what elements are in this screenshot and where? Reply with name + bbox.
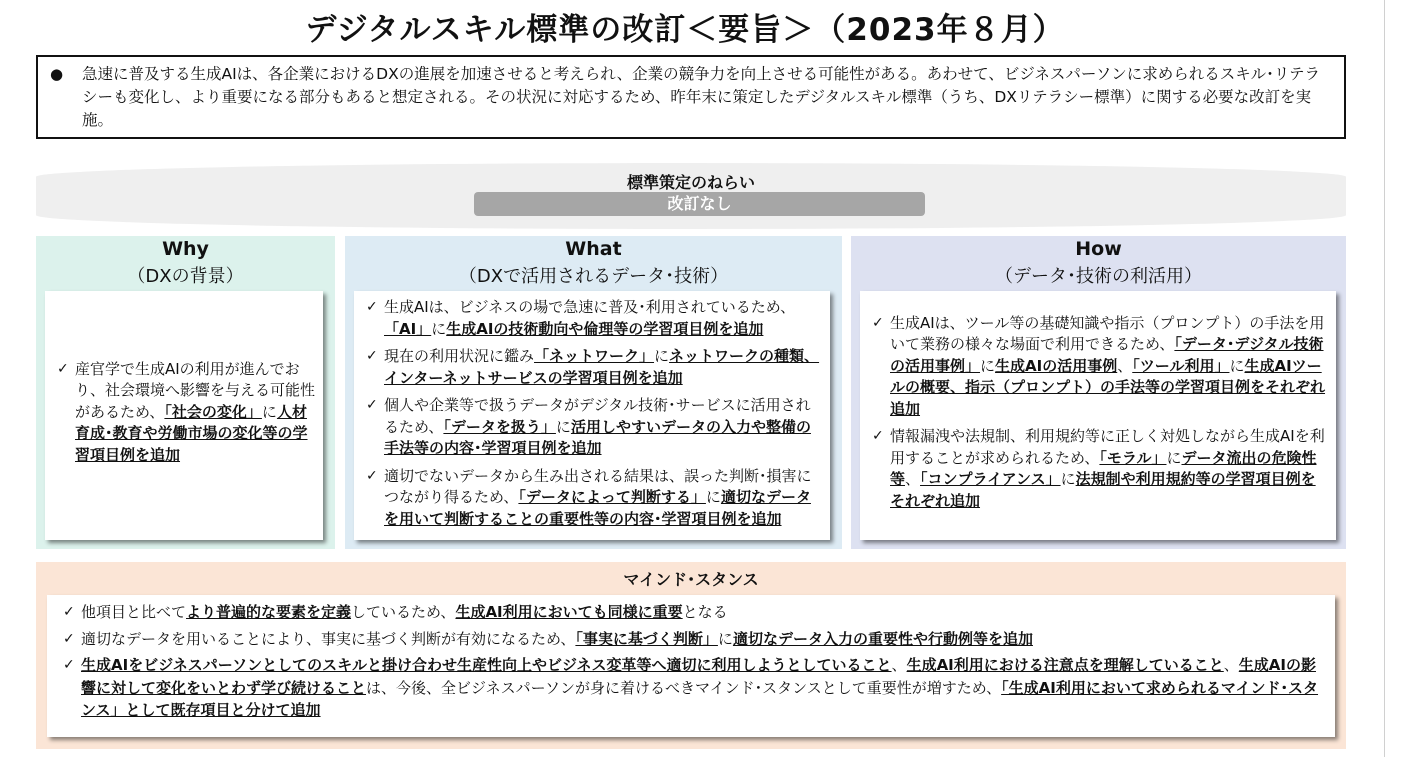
body-text: 産官学で生成AIの利用が進んでおり、社会環境へ影響を与える可能性があるため、 [75, 359, 316, 421]
checkmark-icon: ✓ [63, 630, 75, 647]
checkmark-icon: ✓ [366, 467, 378, 484]
emphasis-text: 適切なデータ入力の重要性や行動例等を追加 [732, 629, 1033, 648]
list-item [868, 426, 1328, 512]
checkmark-icon: ✓ [366, 299, 378, 315]
emphasis-text: データ流出の危険性等 [890, 448, 1317, 489]
what-subheading: （DXで活用されるデータ･技術） [458, 266, 729, 287]
checkmark-icon: ✓ [57, 360, 69, 377]
emphasis-text: 「事実に基づく判断」 [575, 629, 718, 648]
why-card [45, 291, 323, 540]
how-list [868, 313, 1328, 519]
list-item [362, 466, 822, 531]
summary-text: 急速に普及する生成AIは、各企業におけるDXの進展を加速させると考えられ、企業の競争力を向上させる可能性がある。あわせて、ビジネスパーソンに求められるスキル･リテラシーも変化し、より重要になる部分もあると想定される。その状況に対応するため、昨年末に策定したデジタルスキル標準（うち、DXリテラシー標準）に関する必要な改訂を実施。 [82, 65, 1321, 129]
emphasis-text: 人材育成･教育や労働市場の変化等の学習項目例を追加 [75, 402, 308, 464]
body-text: に [1060, 470, 1076, 489]
emphasis-text: ネットワークの種類、インターネットサービスの学習項目例を追加 [384, 347, 820, 387]
mind-stance-card [47, 595, 1335, 737]
how-card [860, 291, 1336, 540]
emphasis-text: 「社会の変化」 [164, 402, 262, 421]
body-text: 、 [1117, 356, 1133, 375]
body-text: 他項目と比べて [81, 603, 187, 621]
emphasis-text: 適切なデータを用いて判断することの重要性等の内容･学習項目例を追加 [384, 488, 811, 528]
list-item [53, 359, 317, 467]
emphasis-text: 「AI」 [384, 319, 432, 338]
emphasis-text: 「データを扱う」 [443, 417, 556, 436]
body-text: 、 [891, 656, 907, 674]
emphasis-text: 生成AIをビジネスパーソンとしてのスキルと掛け合わせ生産性向上やビジネス変革等へ適切に利用しようとしていること [81, 656, 892, 674]
emphasis-text: 「ツール利用」 [1132, 356, 1230, 375]
aim-title: 標準策定のねらい [626, 173, 755, 192]
aim-band [36, 163, 1346, 229]
what-heading: What [565, 238, 622, 260]
body-text: に [980, 356, 996, 375]
list-item [362, 297, 822, 340]
how-heading: How [1075, 238, 1122, 260]
body-text: に [717, 629, 733, 648]
checkmark-icon: ✓ [366, 397, 378, 413]
body-text: 生成AIは、ツール等の基礎知識や指示（プロンプト）の手法を用いて業務の様々な場面で利用できるため、 [890, 313, 1325, 354]
checkmark-icon: ✓ [366, 348, 378, 364]
emphasis-text: 生成AIの技術動向や倫理等の学習項目例を追加 [446, 319, 764, 338]
body-text: 、 [1223, 656, 1239, 674]
mind-stance-band [36, 562, 1346, 749]
checkmark-icon: ✓ [63, 657, 75, 673]
list-item [362, 395, 822, 460]
body-text: に [1229, 356, 1245, 375]
page-title: デジタルスキル標準の改訂＜要旨＞（2023年８月） [305, 12, 1065, 48]
body-text: は、今後、全ビジネスパーソンが身に着けるべきマインド･スタンスとして重要性が増すため、 [366, 678, 1002, 697]
emphasis-text: 生成AI利用においても同様に重要 [455, 603, 683, 621]
emphasis-text: 生成AIの活用事例 [995, 356, 1118, 375]
body-text: に [555, 417, 571, 436]
emphasis-text: 活用しやすいデータの入力や整備の手法等の内容･学習項目例を追加 [384, 417, 811, 457]
mind-stance-title: マインド･スタンス [623, 570, 759, 589]
body-text: に [431, 319, 447, 338]
body-text: しているため、 [351, 603, 456, 621]
emphasis-text: 「コンプライアンス」 [920, 470, 1061, 489]
list-item [59, 628, 1321, 651]
emphasis-text: 生成AIの影響に対して変化をいとわず学び続けること [81, 656, 1316, 697]
emphasis-text: より普遍的な要素を定義 [186, 603, 352, 621]
emphasis-text: 生成AIツールの概要、指示（プロンプト）の手法等の学習項目例をそれぞれ追加 [890, 356, 1326, 418]
checkmark-icon: ✓ [872, 314, 884, 331]
emphasis-text: 「ネットワーク」 [534, 347, 655, 365]
emphasis-text: 「モラル」 [1099, 448, 1167, 467]
emphasis-text: 生成AI利用における注意点を理解していること [906, 656, 1224, 674]
body-text: に [654, 347, 670, 365]
what-card [354, 291, 830, 540]
list-item [362, 346, 822, 389]
what-list [362, 297, 822, 530]
emphasis-text: 「データによって判断する」 [518, 488, 706, 506]
body-text: に [1166, 448, 1182, 467]
body-text: 生成AIは、ビジネスの場で急速に普及･利用されているため、 [384, 298, 796, 316]
how-column [851, 236, 1346, 549]
page-edge-divider [1384, 0, 1385, 757]
body-text: に [705, 488, 721, 506]
list-item [59, 601, 1321, 624]
list-item [59, 654, 1321, 722]
body-text: 現在の利用状況に鑑み [384, 347, 535, 365]
why-heading: Why [162, 238, 209, 260]
why-column [36, 236, 335, 549]
bullet-icon: ● [50, 65, 64, 83]
why-subheading: （DXの背景） [127, 266, 244, 287]
list-item [868, 313, 1328, 421]
checkmark-icon: ✓ [63, 604, 75, 620]
checkmark-icon: ✓ [872, 428, 884, 445]
aim-badge: 改訂なし [474, 192, 925, 216]
emphasis-text: 「生成AI利用において求められるマインド･スタンス」として既存項目と分けて追加 [81, 678, 1319, 719]
why-list [53, 359, 317, 473]
body-text: 適切でないデータから生み出される結果は、誤った判断･損害につながり得るため、 [384, 466, 812, 506]
body-text: となる [682, 603, 728, 621]
how-subheading: （データ･技術の利活用） [995, 266, 1202, 287]
summary-box [36, 55, 1346, 139]
emphasis-text: 「データ･デジタル技術の活用事例」 [890, 335, 1324, 375]
body-text: に [261, 402, 277, 421]
emphasis-text: 法規制や利用規約等の学習項目例をそれぞれ追加 [890, 470, 1316, 510]
what-column [345, 236, 842, 549]
body-text: 個人や企業等で扱うデータがデジタル技術･サービスに活用されるため、 [384, 396, 811, 436]
mind-stance-list [59, 601, 1321, 722]
body-text: 情報漏洩や法規制、利用規約等に正しく対処しながら生成AIを利用することが求められるため、 [890, 427, 1325, 467]
body-text: 適切なデータを用いることにより、事実に基づく判断が有効になるため、 [81, 629, 576, 648]
body-text: 、 [905, 470, 921, 489]
